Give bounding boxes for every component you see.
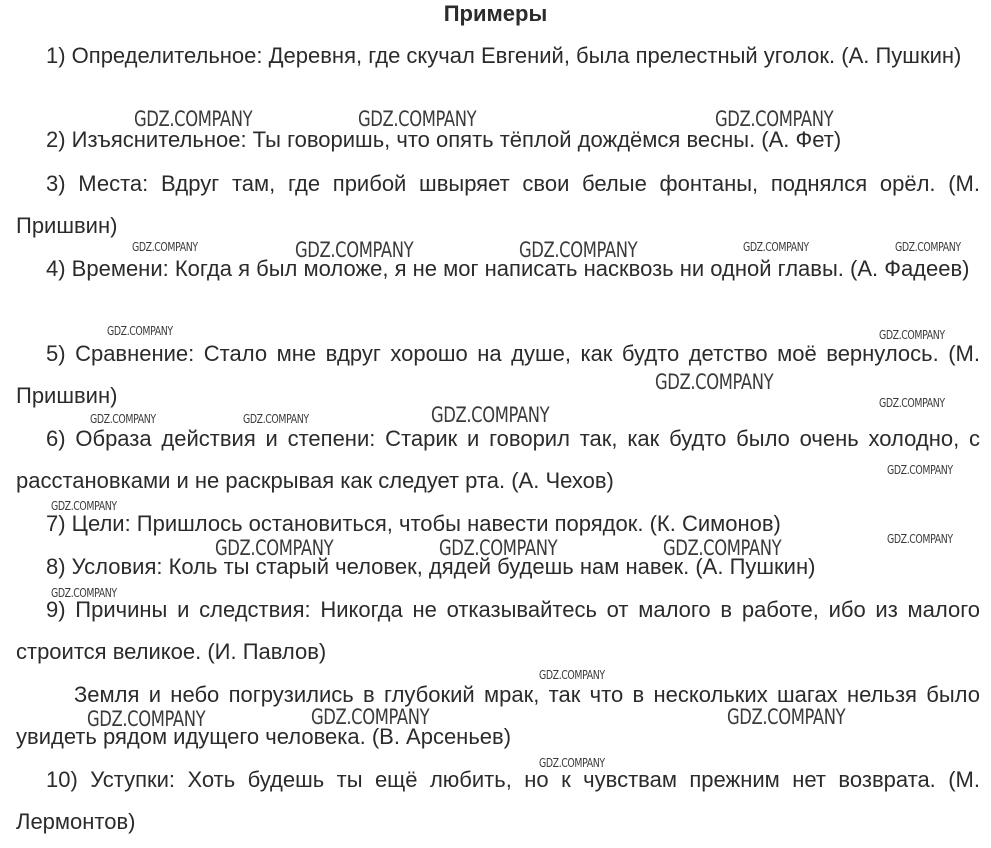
watermark-text: GDZ.COMPANY — [439, 536, 558, 560]
example-paragraph-8: 8) Условия: Коль ты старый человек, дядей будешь нам навек. (А. Пушкин) — [46, 554, 816, 579]
watermark-text: GDZ.COMPANY — [655, 370, 774, 394]
watermark-text: GDZ.COMPANY — [132, 240, 198, 254]
watermark-text: GDZ.COMPANY — [215, 536, 334, 560]
example-paragraph-2: 2) Изъяснительное: Ты говоришь, что опять тёплой дождёмся весны. (А. Фет) — [46, 127, 842, 152]
watermark-text: GDZ.COMPANY — [539, 668, 605, 682]
watermark-text: GDZ.COMPANY — [90, 412, 156, 426]
page-title: Примеры — [443, 1, 548, 26]
watermark-text: GDZ.COMPANY — [715, 107, 834, 131]
example-paragraph-10: 10) Уступки: Хоть будешь ты ещё любить, но к чувствам прежним нет возврата. (М. Лермонтов) — [16, 767, 980, 834]
watermark-text: GDZ.COMPANY — [295, 238, 414, 262]
watermark-text: GDZ.COMPANY — [727, 705, 846, 729]
watermark-text: GDZ.COMPANY — [243, 412, 309, 426]
example-paragraph-5: 5) Сравнение: Стало мне вдруг хорошо на душе, как будто детство моё вернулось. (М. Пришвин) — [16, 341, 980, 408]
watermark-text: GDZ.COMPANY — [663, 536, 782, 560]
example-paragraph-1: 1) Определительное: Деревня, где скучал Евгений, была прелестный уголок. (А. Пушкин) — [46, 43, 962, 68]
watermark-text: GDZ.COMPANY — [87, 707, 206, 731]
example-paragraph-6: 6) Образа действия и степени: Старик и говорил так, как будто было очень холодно, с расстановками и не раскрывая как следует рта. (А. Чехов) — [16, 426, 980, 493]
watermark-text: GDZ.COMPANY — [107, 324, 173, 338]
watermark-text: GDZ.COMPANY — [879, 396, 945, 410]
watermark-text: GDZ.COMPANY — [311, 705, 430, 729]
example-paragraph-9: 9) Причины и следствия: Никогда не отказывайтесь от малого в работе, ибо из малого строится великое. (И. Павлов) — [16, 597, 980, 664]
example-paragraph-3: 3) Места: Вдруг там, где прибой швыряет свои белые фонтаны, поднялся орёл. (М. Пришвин) — [16, 171, 980, 238]
watermark-text: GDZ.COMPANY — [51, 499, 117, 513]
watermark-text: GDZ.COMPANY — [895, 240, 961, 254]
watermark-text: GDZ.COMPANY — [431, 403, 550, 427]
example-paragraph-7: 7) Цели: Пришлось остановиться, чтобы навести порядок. (К. Симонов) — [46, 511, 781, 536]
example-paragraph-9-extra: Земля и небо погрузились в глубокий мрак, так что в нескольких шагах нельзя было увидеть рядом идущего человека. (В. Арсеньев) — [16, 682, 980, 749]
watermark-text: GDZ.COMPANY — [519, 238, 638, 262]
watermark-text: GDZ.COMPANY — [743, 240, 809, 254]
watermark-text: GDZ.COMPANY — [358, 107, 477, 131]
watermark-text: GDZ.COMPANY — [887, 463, 953, 477]
watermark-text: GDZ.COMPANY — [539, 756, 605, 770]
watermark-text: GDZ.COMPANY — [51, 586, 117, 600]
example-paragraph-4: 4) Времени: Когда я был моложе, я не мог написать насквозь ни одной главы. (А. Фадеев) — [46, 256, 970, 281]
watermark-text: GDZ.COMPANY — [887, 532, 953, 546]
watermark-text: GDZ.COMPANY — [879, 328, 945, 342]
watermark-text: GDZ.COMPANY — [134, 107, 253, 131]
